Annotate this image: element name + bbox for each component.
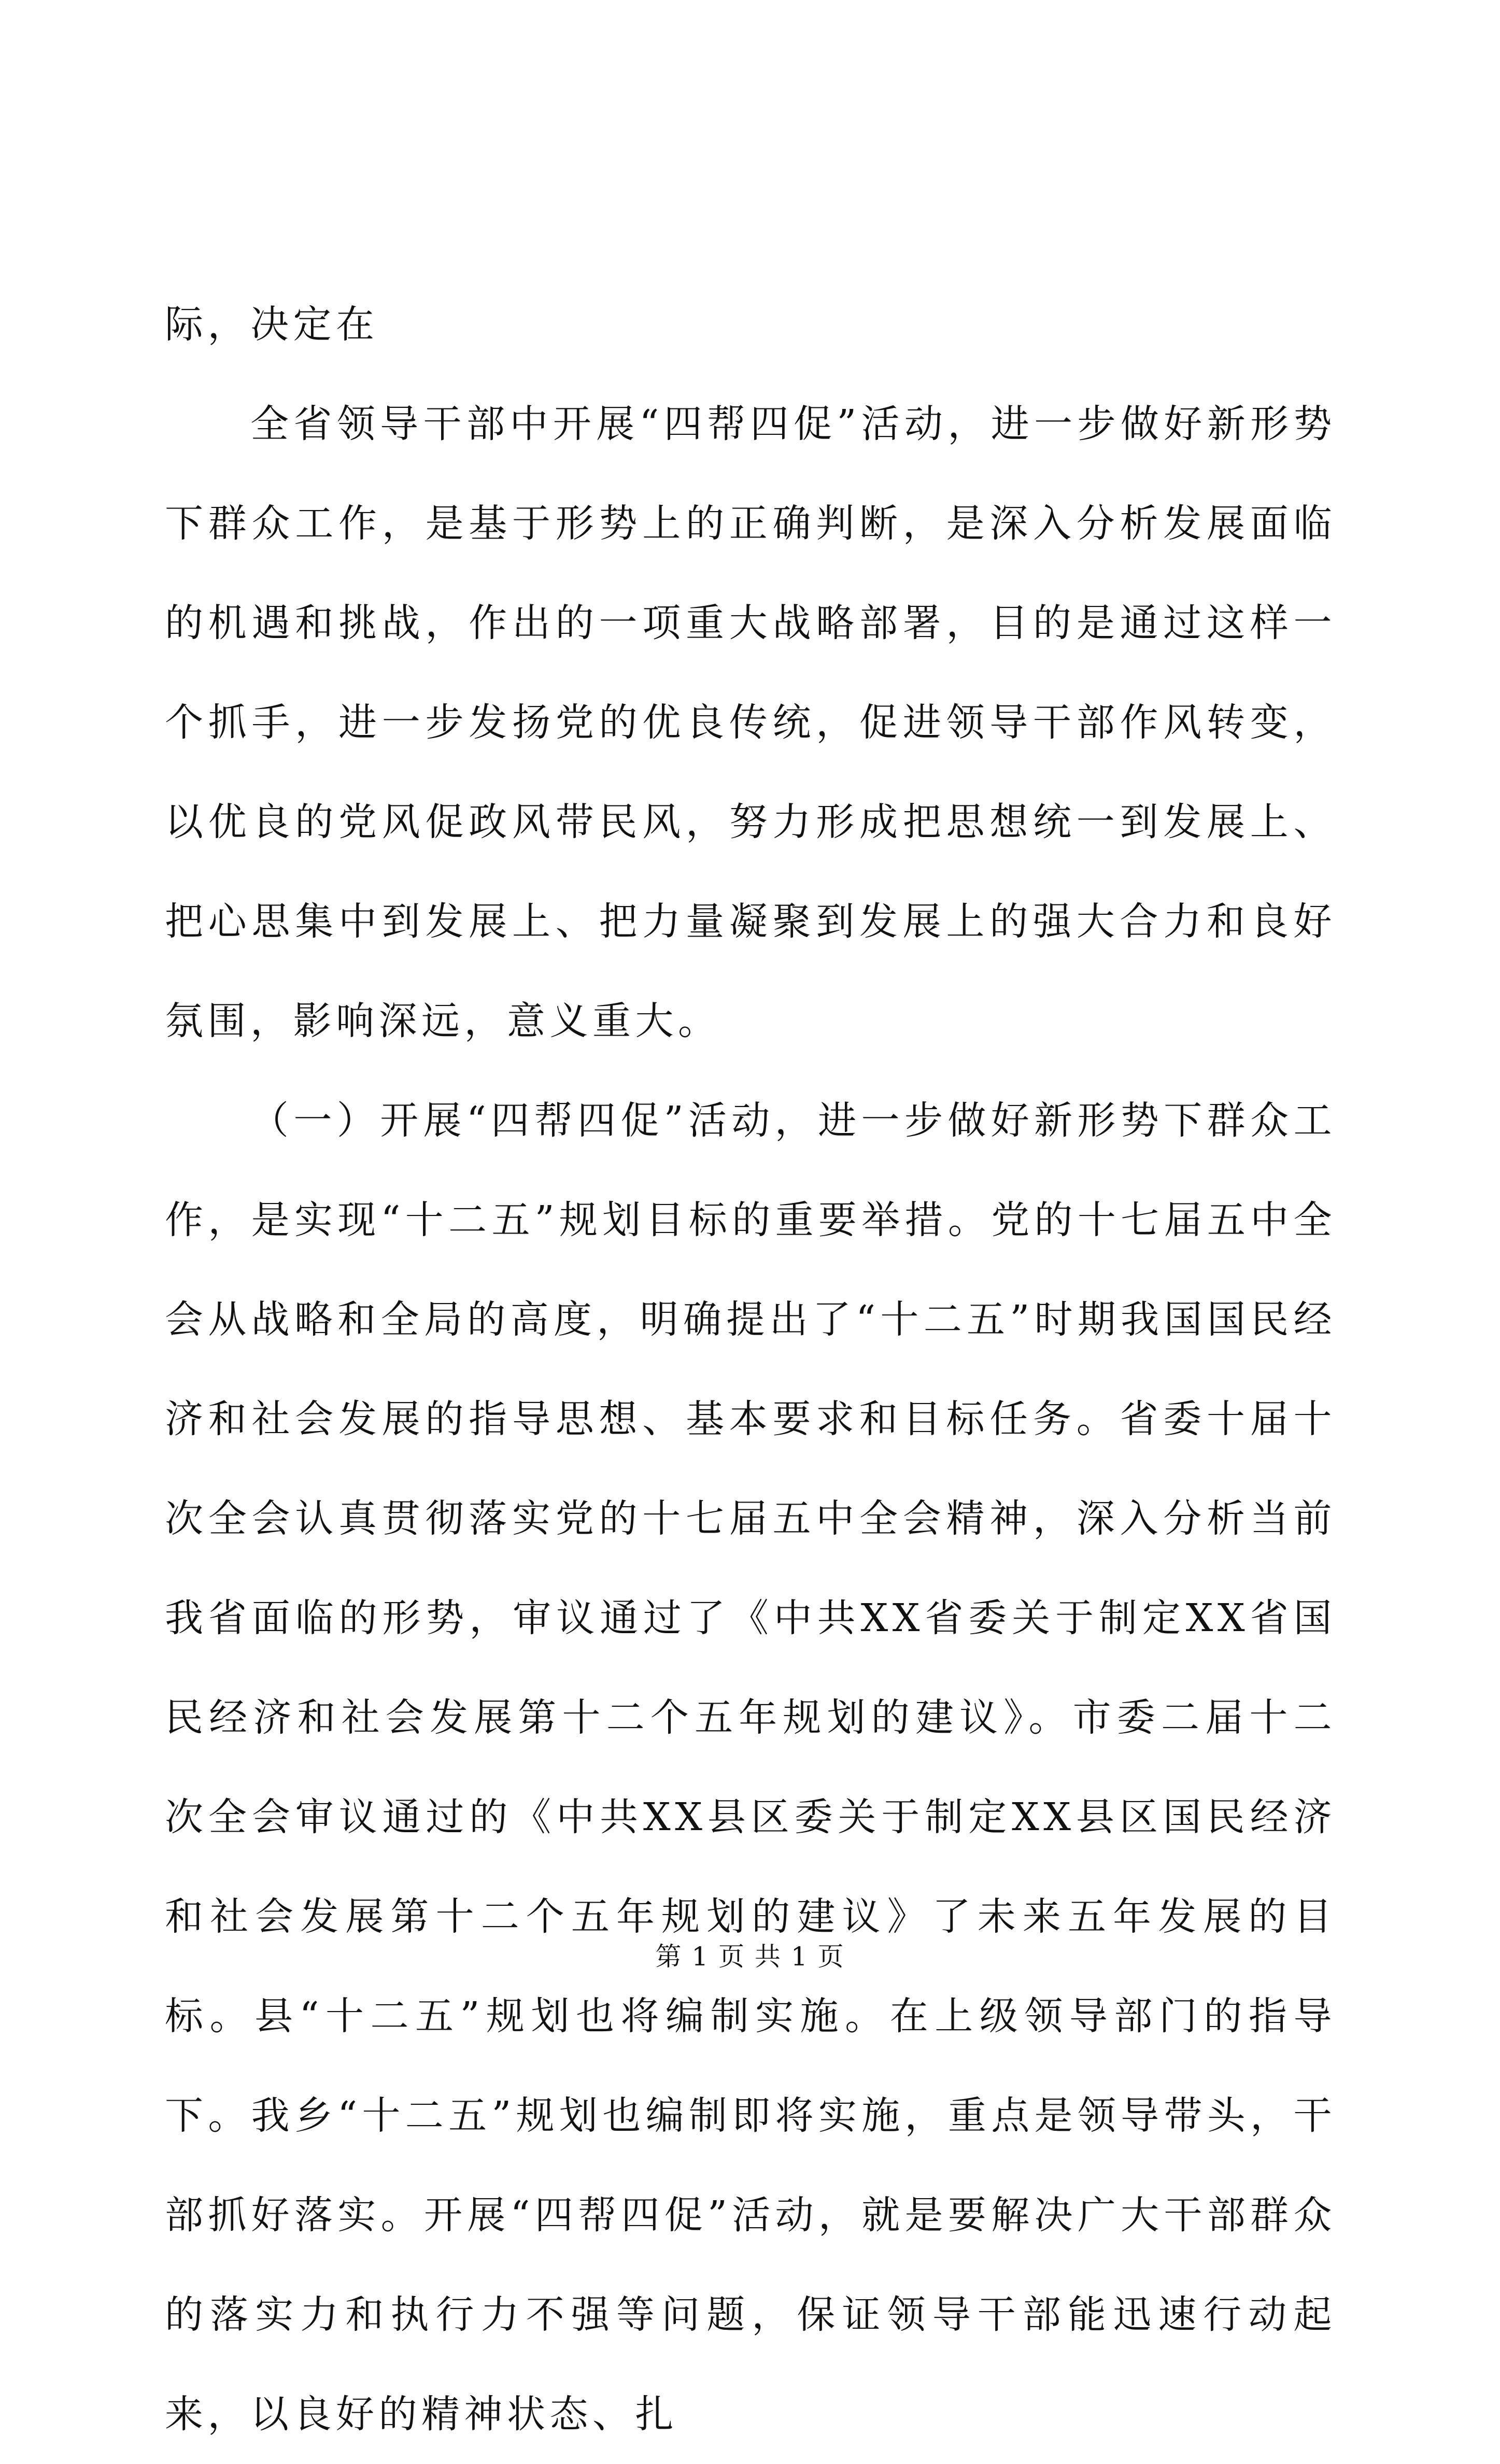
paragraph-section-one: （一）开展“四帮四促”活动，进一步做好新形势下群众工作，是实现“十二五”规划目标的重要举措。党的十七届五中全会从战略和全局的高度，明确提出了“十二五”时期我国国民经济和社会发展的指导思想、基本要求和目标任务。省委十届十次全会认真贯彻落实党的十七届五中全会精神，深入分析当前我省面临的形势，审议通过了《中共XX省委关于制定XX省国民经济和社会发展第十二个五年规划的建议》。市委二届十二次全会审议通过的《中共XX县区委关于制定XX县区国民经济和社会发展第十二个五年规划的建议》了未来五年发展的目标。县“十二五”规划也将编制实施。在上级领导部门的指导下。我乡“十二五”规划也编制即将实施，重点是领导带头，干部抓好落实。开展“四帮四促”活动，就是要解决广大干部群众的落实力和执行力不强等问题，保证领导干部能迅速行动起来，以良好的精神状态、扎 (165, 1098, 1336, 2437)
paragraph-continuation: 际，决定在 (165, 302, 379, 347)
document-body (165, 275, 1336, 2464)
paragraph-significance: 全省领导干部中开展“四帮四促”活动，进一步做好新形势下群众工作，是基于形势上的正确判断，是深入分析发展面临的机遇和挑战，作出的一项重大战略部署，目的是通过这样一个抓手，进一步发扬党的优良传统，促进领导干部作风转变，以优良的党风促政风带民风，努力形成把思想统一到发展上、把心思集中到发展上、把力量凝聚到发展上的强大合力和良好氛围，影响深远，意义重大。 (165, 402, 1336, 1043)
page-footer: 第 1 页 共 1 页 (655, 1942, 845, 1972)
